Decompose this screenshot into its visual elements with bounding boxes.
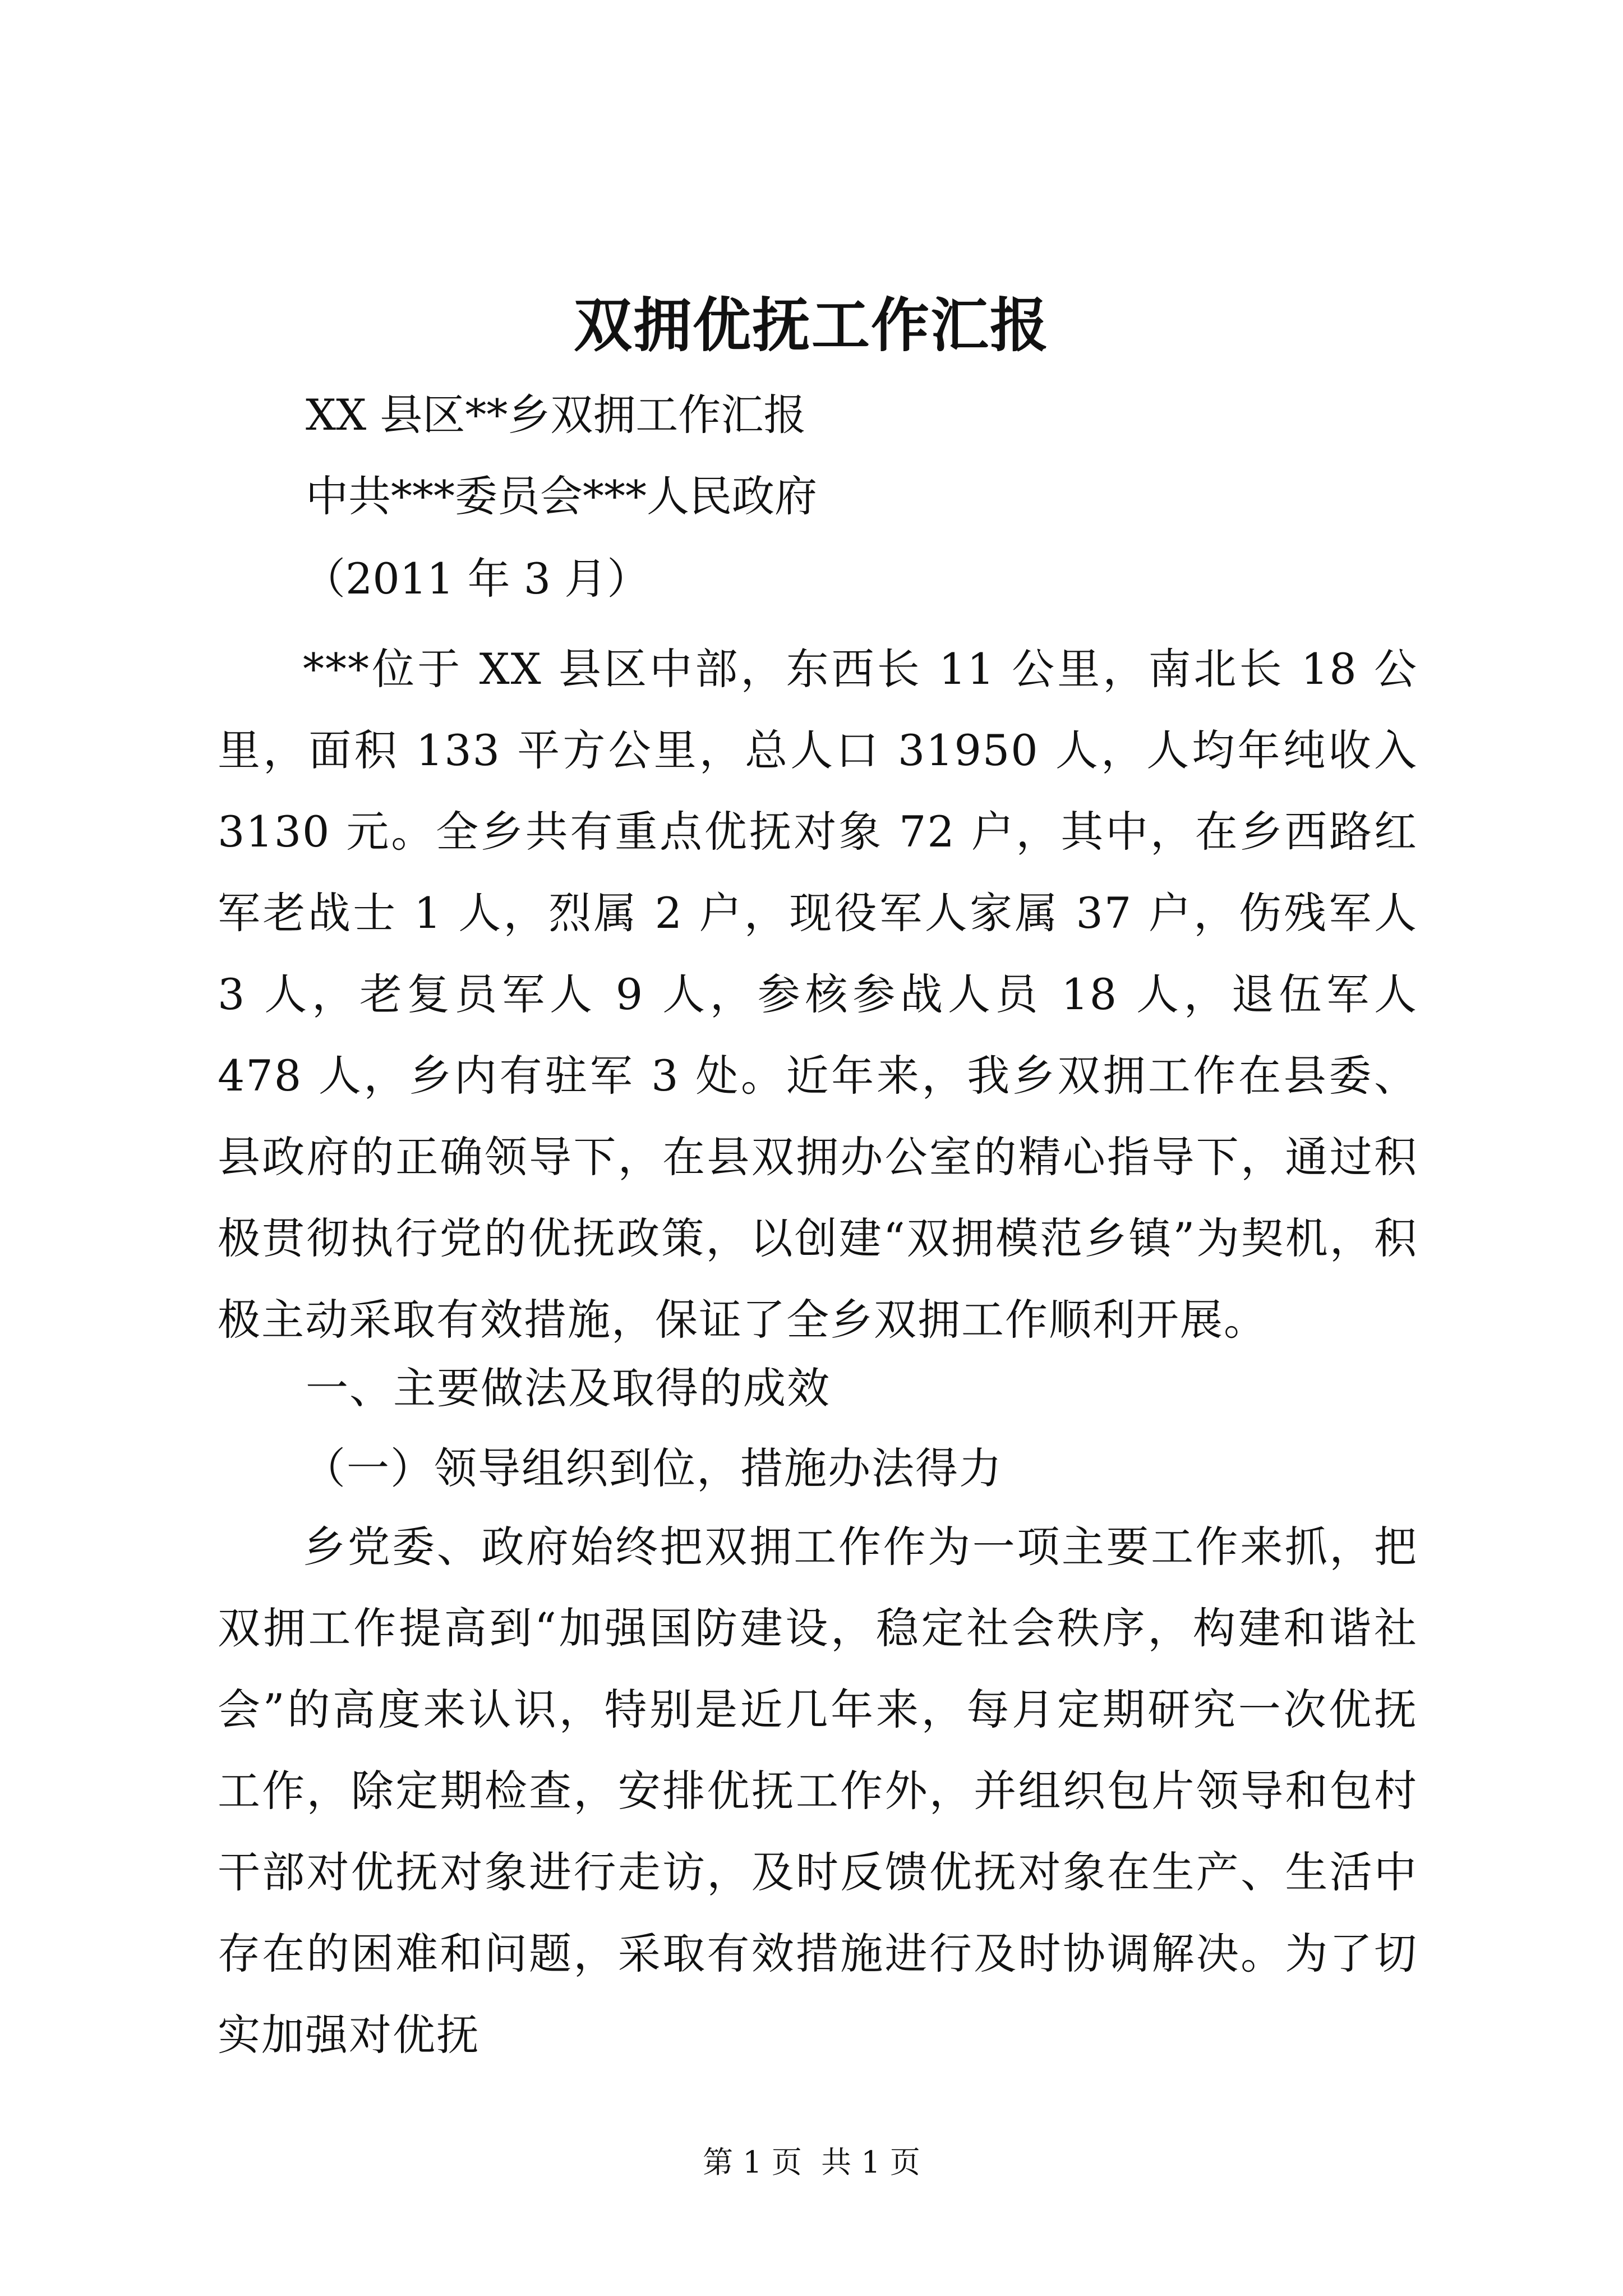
paragraph-1: ***位于 XX 县区中部，东西长 11 公里，南北长 18 公里，面积 133 平方公里，总人口 31950 人，人均年纯收入 3130 元。全乡共有重点优抚对象 72 户，其中，在乡西路红军老战士 1 人，烈属 2 户，现役军人家属 37 户，伤残军人 3 人，老复员军人 9 人，参核参战人员 18 人，退伍军人 478 人，乡内有驻军 3 处。近年来，我乡双拥工作在县委、县政府的正确领导下，在县双拥办公室的精心指导下，通过积极贯彻执行党的优抚政策，以创建“双拥模范乡镇”为契机，积极主动采取有效措施，保证了全乡双拥工作顺利开展。 [218, 644, 1418, 1345]
page-footer: 第 1 页 共 1 页 [703, 2145, 920, 2180]
date-line: （2011 年 3 月） [303, 554, 650, 604]
subtitle-line-1: XX 县区**乡双拥工作汇报 [306, 390, 806, 440]
paragraph-2: 乡党委、政府始终把双拥工作作为一项主要工作来抓，把双拥工作提高到“加强国防建设，稳定社会秩序，构建和谐社会”的高度来认识，特别是近几年来，每月定期研究一次优抚工作，除定期检查，安排优抚工作外，并组织包片领导和包村干部对优抚对象进行走访，及时反馈优抚对象在生产、生活中存在的困难和问题，采取有效措施进行及时协调解决。为了切实加强对优抚 [218, 1522, 1418, 2060]
section-heading: 一、主要做法及取得的成效 [306, 1363, 831, 1413]
subsection-heading: （一）领导组织到位，措施办法得力 [303, 1443, 1003, 1493]
subtitle-line-2: 中共***委员会***人民政府 [306, 471, 817, 521]
document-title: 双拥优抚工作汇报 [573, 291, 1049, 360]
